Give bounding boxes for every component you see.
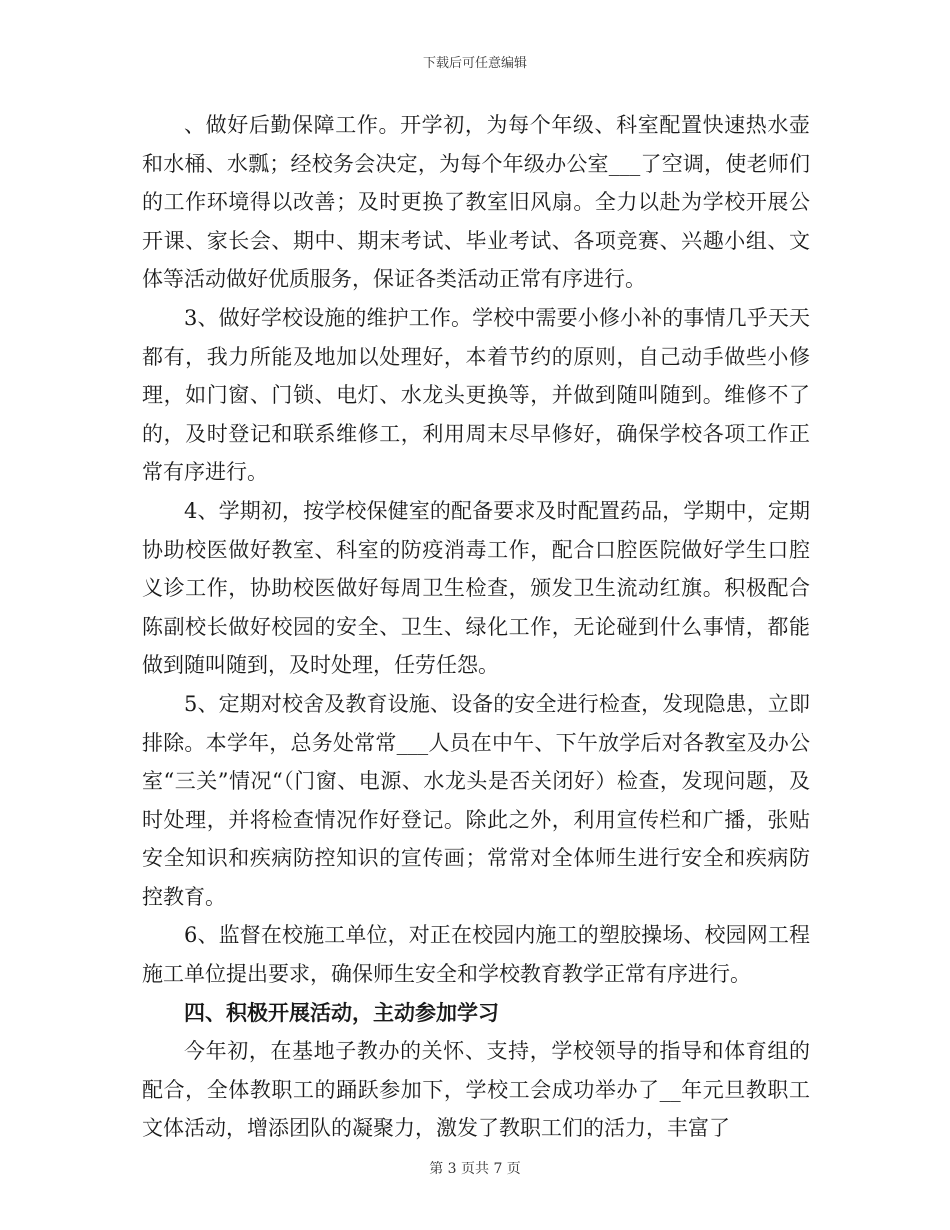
page-footer: 第 3 页共 7 页: [429, 1161, 521, 1177]
paragraph-construction-supervision: 6、监督在校施工单位，对正在校园内施工的塑胶操场、校园网工程施工单位提出要求，确保师生安全和学校教育教学正常有序进行。: [142, 923, 810, 987]
paragraph-health-room: 4、学期初，按学校保健室的配备要求及时配置药品，学期中，定期协助校医做好教室、科室的防疫消毒工作，配合口腔医院做好学生口腔义诊工作，协助校医做好每周卫生检查，颁发卫生流动红旗。积极配合陈副校长做好校园的安全、卫生、绿化工作，无论碰到什么事情，都能做到随叫随到，及时处理，任劳任怨。: [142, 498, 810, 678]
paragraph-logistics-support: 、做好后勤保障工作。开学初，为每个年级、科室配置快速热水壶和水桶、水瓢；经校务会决定，为每个年级办公室___了空调，使老师们的工作环境得以改善；及时更换了教室旧风扇。全力以赴为学校开展公开课、家长会、期中、期末考试、毕业考试、各项竞赛、兴趣小组、文体等活动做好优质服务，保证各类活动正常有序进行。: [142, 113, 810, 292]
paragraph-facility-maintenance: 3、做好学校设施的维护工作。学校中需要小修小补的事情几乎天天都有，我力所能及地加以处理好，本着节约的原则，自己动手做些小修理，如门窗、门锁、电灯、水龙头更换等，并做到随叫随到。维修不了的，及时登记和联系维修工，利用周末尽早修好，确保学校各项工作正常有序进行。: [142, 305, 810, 485]
document-body: [142, 106, 810, 1148]
page-header: 下载后可任意编辑: [422, 56, 527, 71]
paragraph-new-year-activity: 今年初，在基地子教办的关怀、支持，学校领导的指导和体育组的配合，全体教职工的踊跃参加下，学校工会成功举办了__年元旦教职工文体活动，增添团队的凝聚力，激发了教职工们的活力，丰富了: [142, 1039, 810, 1141]
paragraph-safety-inspection: 5、定期对校舍及教育设施、设备的安全进行检查，发现隐患，立即排除。本学年，总务处常常___人员在中午、下午放学后对各教室及办公室“三关”情况“（门窗、电源、水龙头是否关闭好）检查，发现问题，及时处理，并将检查情况作好登记。除此之外，利用宣传栏和广播，张贴安全知识和疾病防控知识的宣传画；常常对全体师生进行安全和疾病防控教育。: [142, 691, 810, 909]
section-heading-activities: 四、积极开展活动，主动参加学习: [184, 999, 499, 1025]
